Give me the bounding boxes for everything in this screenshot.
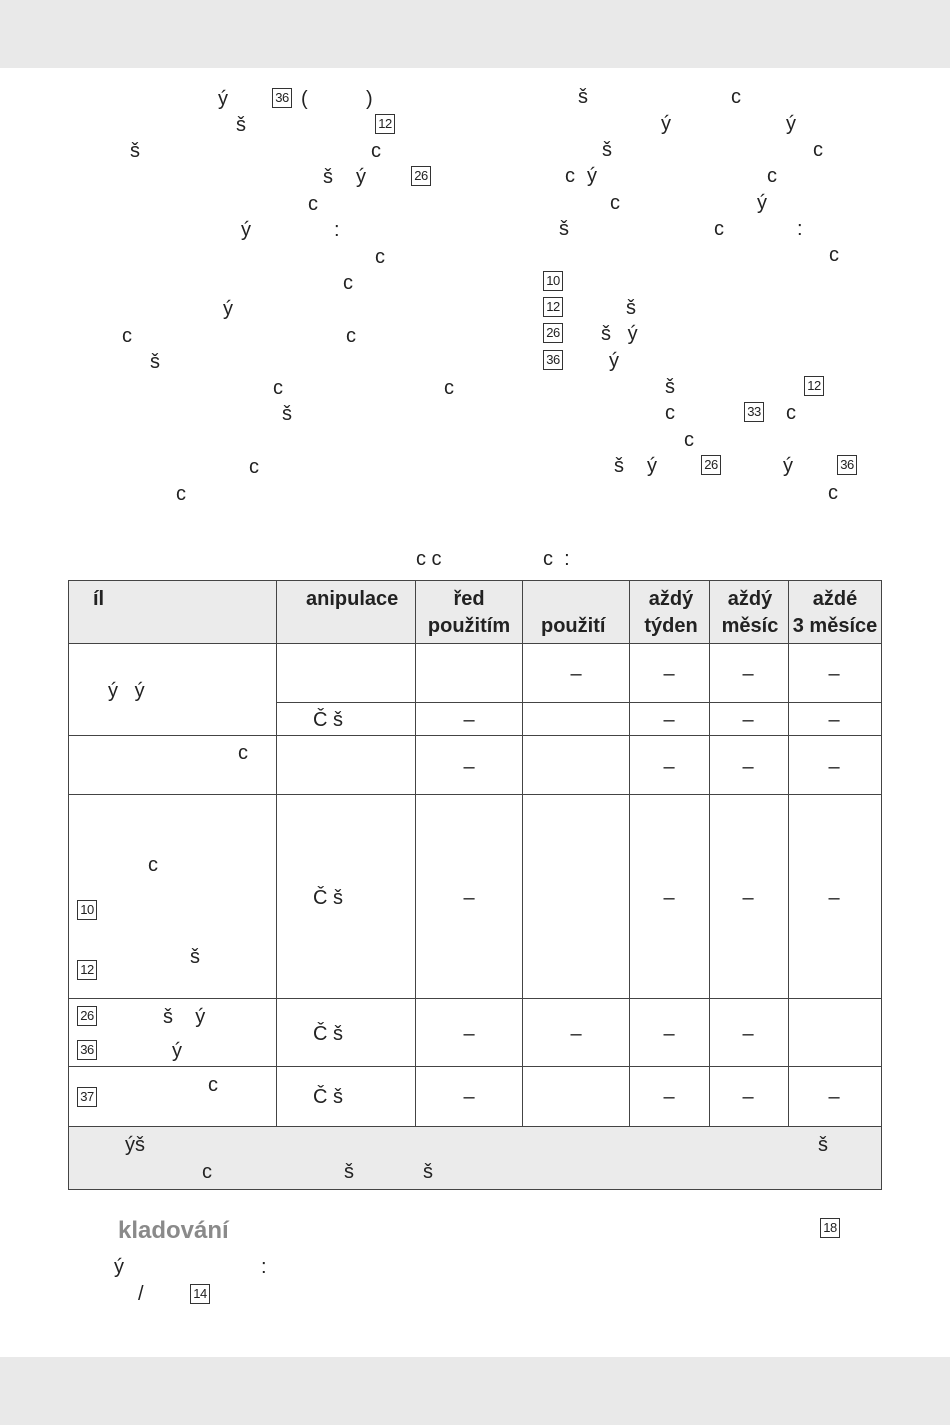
text-fragment: c [444,377,454,399]
table-rule [68,580,69,1190]
text-fragment: c [176,483,186,505]
reference-number: 26 [411,166,431,186]
text-fragment: : [334,219,340,241]
text-fragment: ) [366,88,373,110]
table-intro-fragment: c c [416,548,442,570]
text-fragment: : [261,1256,267,1278]
reference-number: 36 [272,88,292,108]
reference-number: 26 [77,1006,97,1026]
table-dash: – [663,756,675,778]
table-dash: – [463,709,475,731]
text-fragment: ý [218,88,228,110]
column-header-monthly: aždý měsíc [721,588,779,637]
reference-number: 26 [701,455,721,475]
table-dash: – [828,709,840,731]
column-header-manipulation: anipulace [306,588,399,610]
column-header-part: íl [93,588,105,610]
reference-number: 14 [190,1284,210,1304]
table-rule [881,580,882,1190]
row-part-label: š [190,946,200,968]
text-fragment: ý [783,455,793,477]
table-rule [68,998,882,999]
column-header-weekly: aždý týden [644,588,698,637]
reference-number: 36 [77,1040,97,1060]
text-fragment: š [602,139,612,161]
column-header-before-use: řed použitím [427,588,511,637]
text-fragment: š [130,140,140,162]
row-part-label: š ý [163,1006,206,1028]
table-dash: – [742,1086,754,1108]
top-margin-band [0,0,950,68]
table-footnote-fragment: š [818,1134,828,1156]
table-dash: – [463,1086,475,1108]
text-fragment: / [138,1283,144,1305]
text-fragment: ý [587,165,597,187]
table-intro-fragment: c : [543,548,570,570]
text-fragment: c [375,246,385,268]
table-dash: – [828,1086,840,1108]
text-fragment: ý [223,298,233,320]
text-fragment: š [282,403,292,425]
text-fragment: c [610,192,620,214]
text-fragment: ý [786,113,796,135]
section-heading: kladování [118,1217,229,1244]
text-fragment: c [665,402,675,424]
table-dash: – [742,709,754,731]
text-fragment: c [714,218,724,240]
table-rule [788,580,789,1126]
reference-number: 10 [543,271,563,291]
text-fragment: c [565,165,575,187]
table-dash: – [742,1023,754,1045]
column-header-after-use: použití [541,615,606,637]
text-fragment: ý [114,1256,124,1278]
text-fragment: c [122,325,132,347]
text-fragment: š [578,86,588,108]
reference-number: 36 [837,455,857,475]
reference-number: 33 [744,402,764,422]
text-fragment: š [626,297,636,319]
text-fragment: c [829,244,839,266]
text-fragment: c [273,377,283,399]
reference-number: 36 [543,350,563,370]
text-fragment: c [828,482,838,504]
table-rule [68,580,882,581]
table-dash: – [742,887,754,909]
reference-number: 12 [804,376,824,396]
table-dash: – [463,1023,475,1045]
text-fragment: š [150,351,160,373]
table-dash: – [570,663,582,685]
reference-number: 10 [77,900,97,920]
table-dash: – [828,887,840,909]
table-rule [68,1066,882,1067]
row-manipulation: Č š [313,887,343,909]
row-manipulation: Č š [313,1023,343,1045]
text-fragment: š [559,218,569,240]
table-rule [68,643,882,644]
table-dash: – [742,663,754,685]
text-fragment: c [343,272,353,294]
reference-number: 12 [375,114,395,134]
table-dash: – [463,887,475,909]
text-fragment: š [665,376,675,398]
table-footnote-fragment: š [344,1161,354,1183]
text-fragment: ( [301,88,308,110]
table-rule [522,580,523,1126]
table-dash: – [828,663,840,685]
text-fragment: š [236,114,246,136]
text-fragment: c [813,139,823,161]
table-rule [68,794,882,795]
text-fragment: c [767,165,777,187]
table-rule [629,580,630,1126]
text-fragment: ý [647,455,657,477]
text-fragment: š [323,166,333,188]
table-rule [276,702,882,703]
text-fragment: ý [356,166,366,188]
table-dash: – [663,1023,675,1045]
bottom-margin-band [0,1357,950,1425]
text-fragment: ý [609,350,619,372]
text-fragment: ý [757,192,767,214]
text-fragment: ý [661,113,671,135]
table-dash: – [828,756,840,778]
column-header-quarterly: aždé 3 měsíce [792,588,878,637]
reference-number: 12 [543,297,563,317]
text-fragment: c [371,140,381,162]
table-footnote-fragment: c [202,1161,212,1183]
row-part-label: c [238,742,248,764]
reference-number: 37 [77,1087,97,1107]
text-fragment: c [308,193,318,215]
table-footnote-fragment: ýš [125,1134,145,1156]
text-fragment: c [786,402,796,424]
table-footnote-fragment: š [423,1161,433,1183]
table-dash: – [663,1086,675,1108]
table-dash: – [570,1023,582,1045]
table-dash: – [663,709,675,731]
table-footer-background [68,1126,881,1189]
table-dash: – [663,887,675,909]
reference-number: 12 [77,960,97,980]
table-dash: – [663,663,675,685]
text-fragment: c [346,325,356,347]
row-part-label: c [148,854,158,876]
text-fragment: c [684,429,694,451]
row-part-label: ý ý [108,680,145,702]
table-rule [68,735,882,736]
text-fragment: : [797,218,803,240]
text-fragment: c [249,456,259,478]
row-part-label: ý [172,1040,182,1062]
text-fragment: ý [241,219,251,241]
reference-number: 18 [820,1218,840,1238]
table-rule [68,1126,882,1127]
table-rule [68,1189,882,1190]
table-rule [709,580,710,1126]
table-rule [276,580,277,1126]
table-dash: – [463,756,475,778]
row-part-label: c [208,1074,218,1096]
row-manipulation: Č š [313,1086,343,1108]
table-rule [415,580,416,1126]
text-fragment: š ý [601,323,638,345]
row-manipulation: Č š [313,709,343,731]
text-fragment: c [731,86,741,108]
text-fragment: š [614,455,624,477]
reference-number: 26 [543,323,563,343]
table-dash: – [742,756,754,778]
